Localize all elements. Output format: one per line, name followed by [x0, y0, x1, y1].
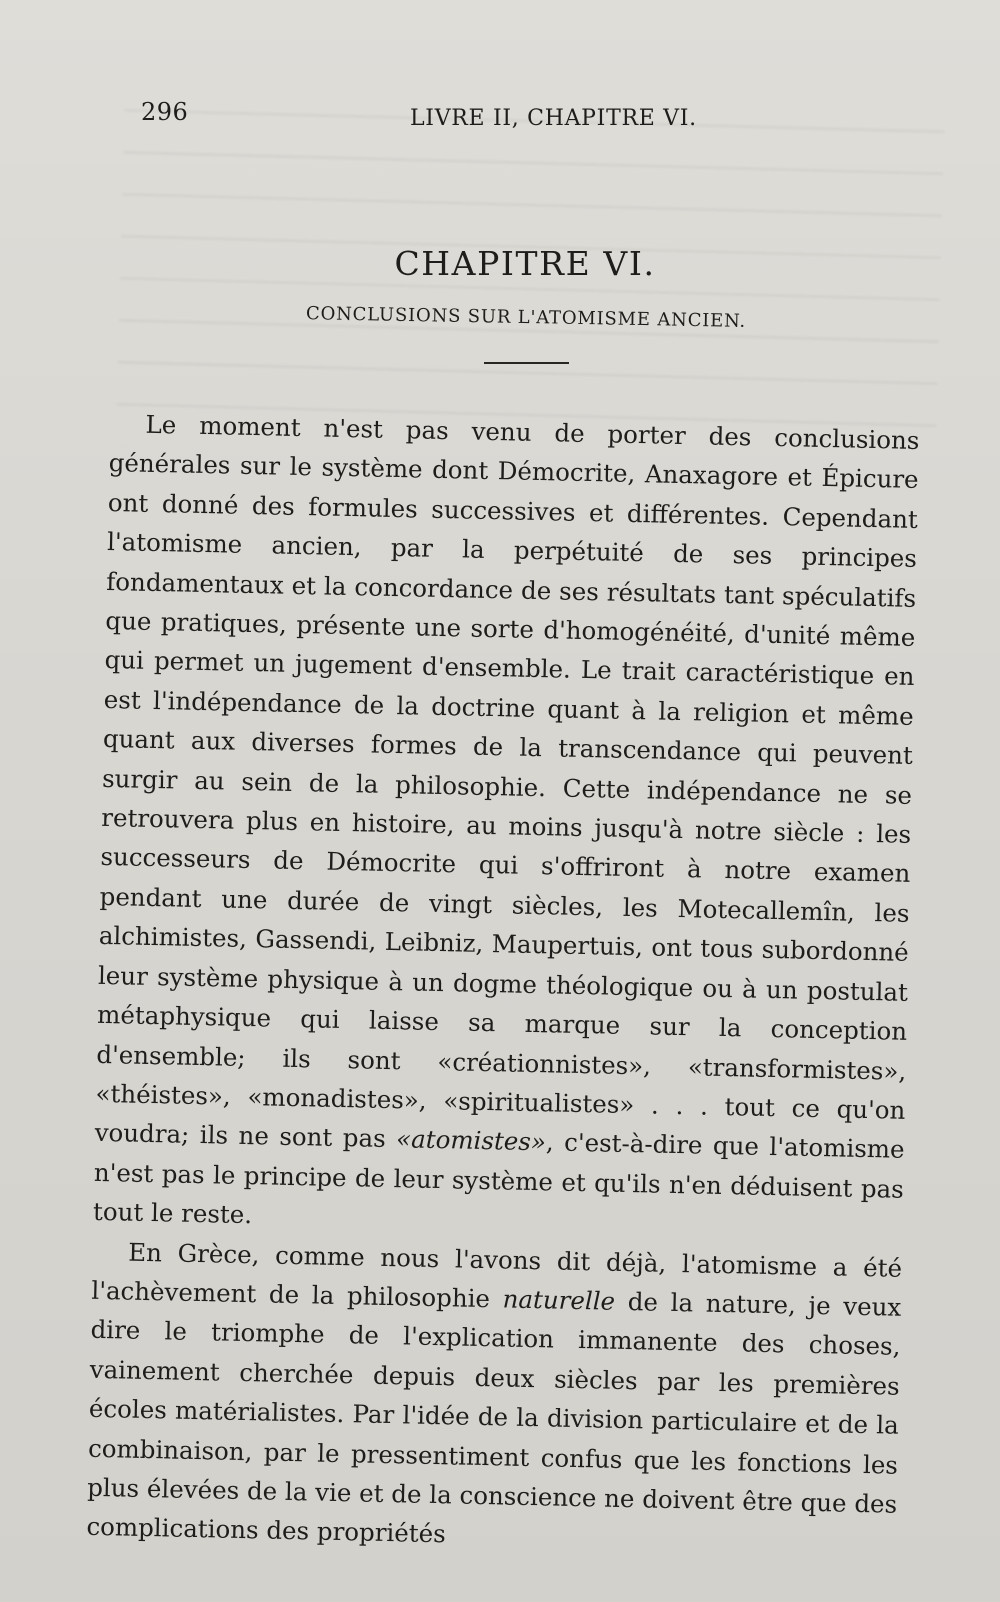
paragraph-2-start: En Grèce, comme nous l'avons dit déjà, l'atomisme a été l'achèvement de la philosophie — [91, 1237, 903, 1314]
running-title: LIVRE II, CHAPITRE VI. — [410, 106, 697, 131]
title-rule — [484, 362, 569, 364]
paragraph-1 — [93, 404, 920, 1248]
paragraph-2 — [86, 1231, 902, 1563]
chapter-title: CHAPITRE VI. — [394, 244, 656, 283]
paragraph-2-italic: naturelle — [502, 1284, 616, 1316]
body-text — [86, 404, 920, 1563]
paragraph-1-end: , c'est-à-dire que l'atomisme n'est pas le principe de leur système et qu'ils n'en déduisent pas tout le reste. — [92, 1127, 905, 1230]
paragraph-1-italic: «atomistes» — [395, 1124, 547, 1157]
chapter-subtitle: CONCLUSIONS SUR L'ATOMISME ANCIEN. — [305, 303, 747, 332]
running-header — [0, 98, 1000, 138]
page-number: 296 — [141, 98, 189, 126]
paragraph-1-text: Le moment n'est pas venu de porter des conclusions générales sur le système dont Démocrite, Anaxagore et Épicure ont donné des formules successives et différentes. Cependant l'atomisme ancien, par la perpétuité de ses principes fondamentaux et la concordance de ses résultats tant spéculatifs que pratiques, présente une sorte d'homogénéité, d'unité même qui permet un jugement d'ensemble. Le trait caractéristique en est l'indépendance de la doctrine quant à la religion et même quant aux diverses formes de la transcendance qui peuvent surgir au sein de la philosophie. Cette indépendance ne se retrouvera plus en histoire, au moins jusqu'à notre siècle : les successeurs de Démocrite qui s'offriront à notre examen pendant une durée de vingt siècles, les Motecallemîn, les alchimistes, Gassendi, Leibniz, Maupertuis, ont tous subordonné leur système physique à un dogme théologique ou à un postulat métaphysique qui laisse sa marque sur la conception d'ensemble; ils sont «créationnistes», «transformistes», «théistes», «monadistes», «spiritualistes» . . . tout ce qu'on voudra; ils ne sont pas — [94, 409, 920, 1154]
paragraph-2-end: de la nature, je veux dire le triomphe de l'explication immanente des choses, vainement cherchée depuis deux siècles par les premières écoles matérialistes. Par l'idée de la division particulaire et de la combinaison, par le pressentiment confus que les fonctions les plus élevées de la vie et de la conscience ne doivent être que des complications des propriétés — [86, 1286, 902, 1549]
